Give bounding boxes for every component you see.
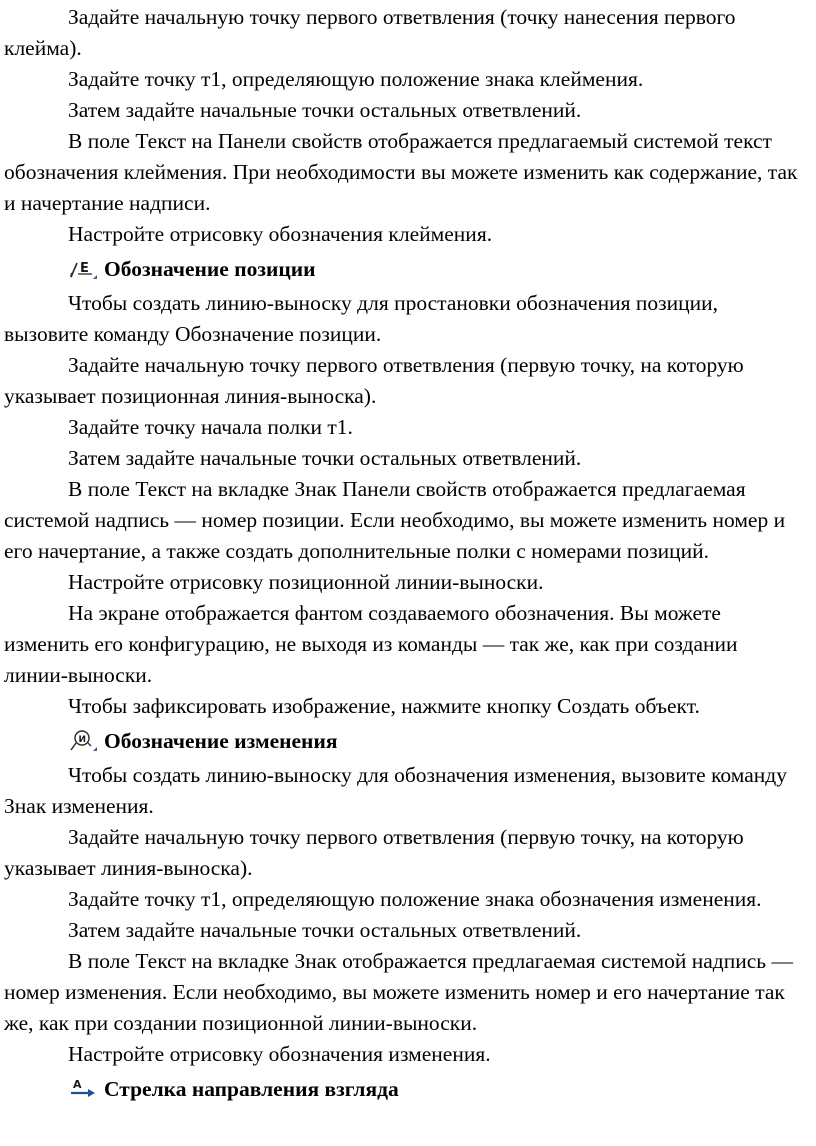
paragraph: Задайте точку начала полки т1. — [68, 415, 353, 439]
paragraph: Настройте отрисовку обозначения клеймения. — [68, 222, 493, 246]
section-heading-arrow — [4, 1070, 804, 1108]
section-title: Обозначение изменения — [104, 729, 338, 753]
svg-text:И: И — [78, 735, 87, 745]
paragraph: Затем задайте начальные точки остальных ответвлений. — [68, 918, 582, 942]
paragraph: Чтобы зафиксировать изображение, нажмите кнопку Создать объект. — [68, 694, 700, 718]
paragraph: Затем задайте начальные точки остальных ответвлений. — [68, 98, 582, 122]
position-designation-icon — [68, 257, 98, 281]
section-title: Стрелка направления взгляда — [104, 1077, 399, 1101]
paragraph: Задайте начальную точку первого ответвления (точку нанесения первого клейма). — [4, 5, 736, 60]
paragraph: В поле Текст на вкладке Знак отображается предлагаемая системой надпись — номер изменения. Если необходимо, вы можете изменить номер и его начертание так же, как при создании позиционной линии-выноски. — [4, 949, 793, 1035]
paragraph: Настройте отрисовку позиционной линии-выноски. — [68, 570, 544, 594]
paragraph: Затем задайте начальные точки остальных ответвлений. — [68, 446, 582, 470]
section-heading-position — [4, 250, 804, 288]
section-title: Обозначение позиции — [104, 257, 316, 281]
paragraph: Чтобы создать линию-выноску для простановки обозначения позиции, вызовите команду Обозначение позиции. — [4, 291, 719, 346]
paragraph: Чтобы создать линию-выноску для обозначения изменения, вызовите команду Знак изменения. — [4, 763, 787, 818]
icon-letter: А — [73, 1078, 82, 1091]
paragraph: На экране отображается фантом создаваемого обозначения. Вы можете изменить его конфигурацию, не выходя из команды — так же, как при создании линии-выноски. — [4, 601, 738, 687]
paragraph: В поле Текст на Панели свойств отображается предлагаемый системой текст обозначения клеймения. При необходимости вы можете изменить как содержание, так и начертание надписи. — [4, 129, 798, 215]
paragraph: Задайте начальную точку первого ответвления (первую точку, на которую указывает позиционная линия-выноска). — [4, 353, 744, 408]
svg-text:E: E — [80, 261, 89, 276]
view-direction-arrow-icon — [68, 1077, 98, 1101]
paragraph: Задайте точку т1, определяющую положение знака обозначения изменения. — [68, 887, 762, 911]
section-heading-change — [4, 722, 804, 760]
paragraph: Настройте отрисовку обозначения изменения. — [68, 1042, 491, 1066]
paragraph: Задайте начальную точку первого ответвления (первую точку, на которую указывает линия-выноска). — [4, 825, 744, 880]
change-designation-icon — [68, 729, 98, 753]
paragraph: Задайте точку т1, определяющую положение знака клеймения. — [68, 67, 644, 91]
paragraph: В поле Текст на вкладке Знак Панели свойств отображается предлагаемая системой надпись — номер позиции. Если необходимо, вы можете изменить номер и его начертание, а также создать дополнительные полки с номерами позиций. — [4, 477, 786, 563]
